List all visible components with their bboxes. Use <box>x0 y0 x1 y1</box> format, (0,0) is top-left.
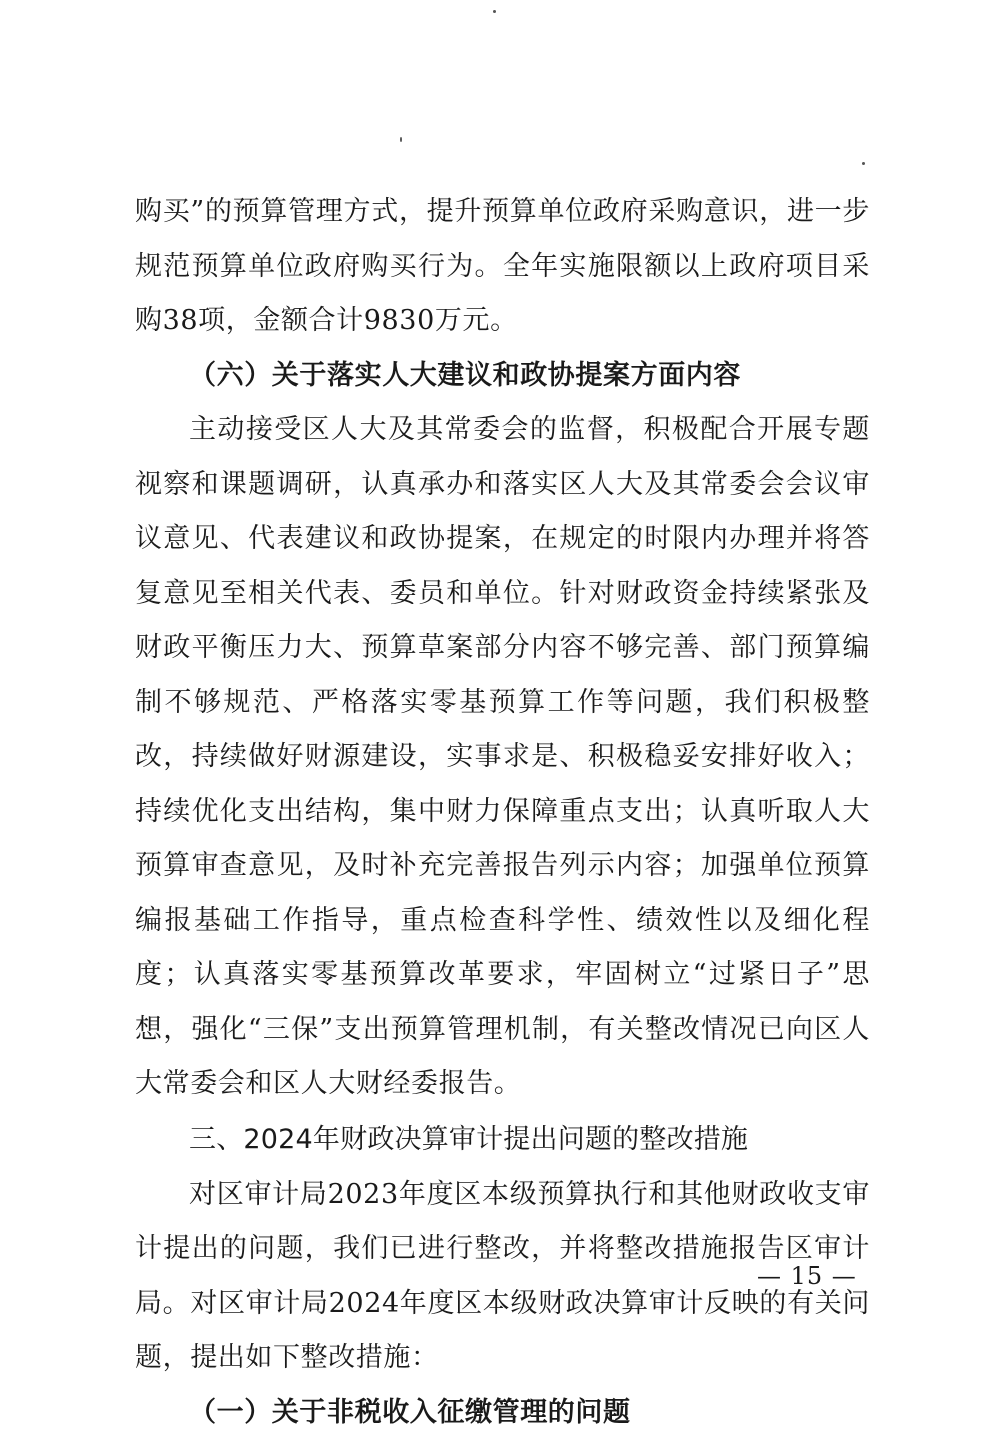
part-3-paragraph: 对区审计局2023年度区本级预算执行和其他财政收支审计提出的问题，我们已进行整改，并将整改措施报告区审计局。对区审计局2024年度区本级财政决算审计反映的有关问题，提出如下整改措施： <box>135 1168 870 1386</box>
section-6-paragraph: 主动接受区人大及其常委会的监督，积极配合开展专题视察和课题调研，认真承办和落实区人大及其常委会会议审议意见、代表建议和政协提案，在规定的时限内办理并将答复意见至相关代表、委员和单位。针对财政资金持续紧张及财政平衡压力大、预算草案部分内容不够完善、部门预算编制不够规范、严格落实零基预算工作等问题，我们积极整改，持续做好财源建设，实事求是、积极稳妥安排好收入；持续优化支出结构，集中财力保障重点支出；认真听取人大预算审查意见，及时补充完善报告列示内容；加强单位预算编报基础工作指导，重点检查科学性、绩效性以及细化程度；认真落实零基预算改革要求，牢固树立“过紧日子”思想，强化“三保”支出预算管理机制，有关整改情况已向区人大常委会和区人大财经委报告。 <box>135 403 870 1112</box>
scan-speck <box>493 10 496 13</box>
part-3-heading: 三、2024年财政决算审计提出问题的整改措施 <box>135 1112 870 1168</box>
subsection-heading-1: （一）关于非税收入征缴管理的问题 <box>135 1386 870 1440</box>
section-heading-6: （六）关于落实人大建议和政协提案方面内容 <box>135 349 870 404</box>
document-body <box>135 185 870 1440</box>
page-number: — 15 — <box>757 1262 857 1290</box>
scan-speck <box>862 162 865 165</box>
intro-paragraph: 购买”的预算管理方式，提升预算单位政府采购意识，进一步规范预算单位政府购买行为。全年实施限额以上政府项目采购38项，金额合计9830万元。 <box>135 185 870 349</box>
scan-speck <box>400 137 402 142</box>
